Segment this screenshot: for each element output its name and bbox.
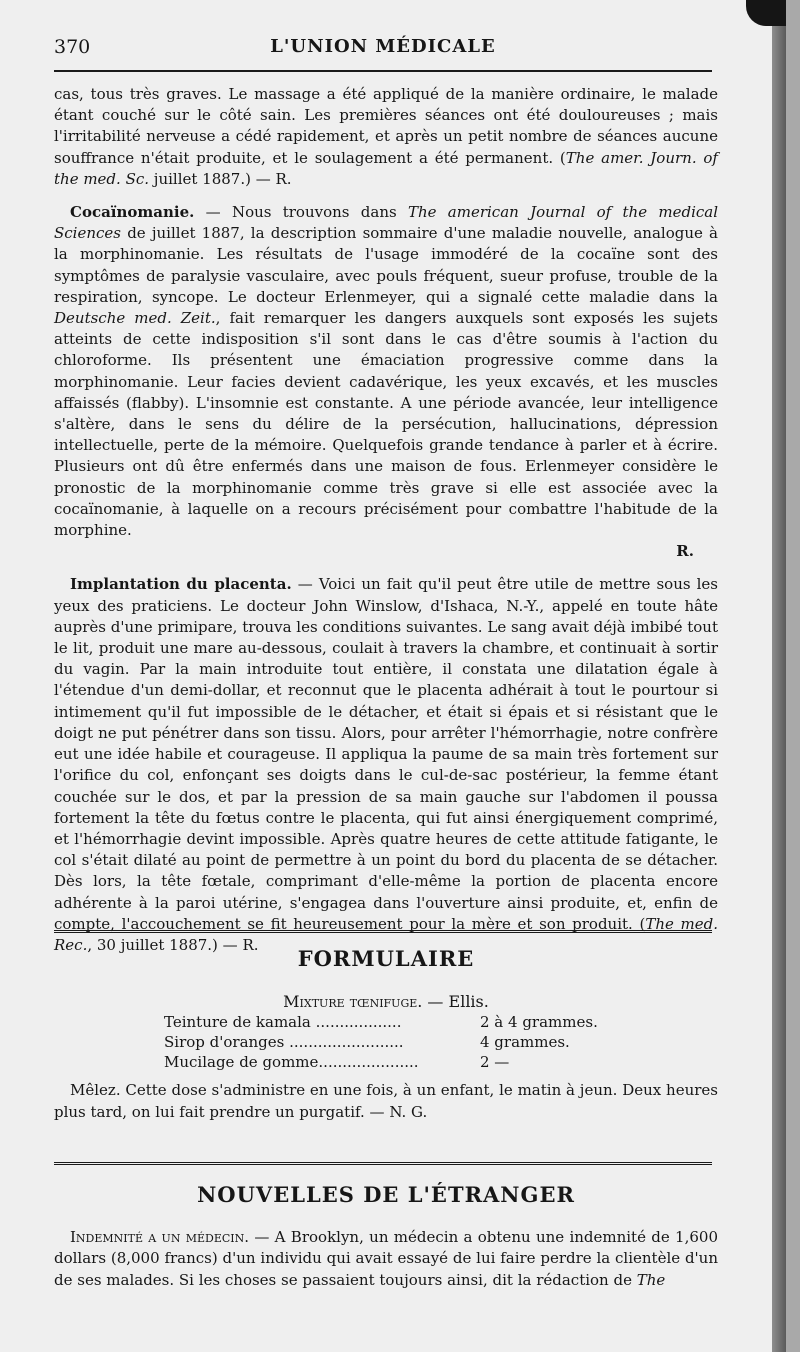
recipe-row: Mucilage de gomme..................... 2 — — [164, 1053, 510, 1072]
section-rule — [54, 930, 712, 933]
signature: R. — [676, 542, 694, 561]
article-heading: Indemnité a un médecin. — [70, 1228, 250, 1247]
journal-title: L'UNION MÉDICALE — [270, 36, 496, 57]
section-rule — [54, 1162, 712, 1165]
article-heading: Implantation du placenta. — [70, 575, 292, 594]
recipe-instructions: Mêlez. Cette dose s'administre en une fois, à un enfant, le matin à jeun. Deux heures plus tard, on lui fait prendre un purgatif. — N. G. — [54, 1081, 718, 1121]
page-edge-shadow — [772, 0, 786, 1352]
recipe-row: Teinture de kamala .................. 2 à 4 grammes. — [164, 1013, 598, 1032]
formulaire-title: FORMULAIRE — [297, 946, 475, 971]
formulaire-section — [54, 948, 718, 1123]
nouvelles-section — [54, 1184, 718, 1291]
article-cocainomanie: Cocaïnomanie. — Nous trouvons dans The american Journal of the medical Sciences de juillet 1887, la description sommaire d'une maladie nouvelle, analogue à la morphinomanie. Les résultats de l'usage immodéré de la cocaïne sont des symptômes de paralysie vasculaire, avec pouls fréquent, sueur profuse, trouble de la respiration, syncope. Le docteur Erlenmeyer, qui a signalé cette maladie dans la Deutsche med. Zeit., fait remarquer les dangers auxquels sont exposés les sujets atteints de cette indisposition s'il sont dans le cas d'être soumis à l'action du chloroforme. Ils présentent une émaciation progressive comme dans la morphinomanie. Leur facies devient cadavérique, les yeux excavés, et les muscles affaissés (flabby). L'insomnie est constante. A une période avancée, leur intelligence s'altère, dans le sens du délire de la persécution, hallucinations, dépression intellectuelle, perte de la mémoire. Quelquefois grande tendance à parler et à écrire. Plusieurs ont dû être enfermés dans une maison de fous. Erlenmeyer considère le pronostic de la morphinomanie comme très grave si elle est associée avec la cocaïnomanie, à laquelle on a recours précisément pour combattre l'habitude de la morphine. R. — [54, 202, 718, 562]
nouvelles-title: NOUVELLES DE L'ÉTRANGER — [197, 1182, 575, 1207]
article-indemnite: Indemnité a un médecin. — A Brooklyn, un médecin a obtenu une indemnité de 1,600 dollars (8,000 francs) d'un individu qui avait essayé de lui faire perdre la clientèle d'un de ses malades. Si les choses se passaient toujours ainsi, dit la rédaction de The — [54, 1228, 718, 1289]
header-rule — [54, 70, 712, 72]
recipe-table — [164, 1012, 620, 1072]
page-number: 370 — [54, 36, 91, 58]
article-placenta: Implantation du placenta. — Voici un fait qu'il peut être utile de mettre sous les yeux des praticiens. Le docteur John Winslow, d'Ishaca, N.-Y., appelé en toute hâte auprès d'une primipare, trouva les conditions suivantes. Le sang avait déjà imbibé tout le lit, produit une mare au-dessous, coulait à travers la chambre, et continuait à sortir du vagin. Par la main introduite tout entière, il constata une dilatation égale à l'étendue d'un demi-dollar, et reconnut que le placenta adhérait à tout le pourtour si intimement qu'il fut impossible de le détacher, et était si épais et si résistant que le doigt ne put pénétrer dans son tissu. Alors, pour arrêter l'hémorrhagie, notre confrère eut une idée habile et courageuse. Il appliqua la paume de sa main très fortement sur l'orifice du col, enfonçant ses doigts dans le cul-de-sac postérieur, la femme étant couchée sur le dos, et par la pression de sa main gauche sur l'abdomen il poussa fortement la tête du fœtus contre le placenta, qui fut ainsi énergiquement comprimé, et l'hémorrhagie devint impossible. Après quatre heures de cette attitude fatigante, le col s'était dilaté au point de permettre à un point du bord du placenta de se détacher. Dès lors, la tête fœtale, comprimant d'elle-même la portion de placenta encore adhérente à la paroi utérine, s'engagea dans l'ouverture ainsi produite, et, enfin de compte, l'accouchement se fit heureusement pour la mère et son produit. (The med. Rec., 30 juillet 1887.) — R. — [54, 575, 719, 954]
page-body — [54, 84, 718, 956]
recipe-row: Sirop d'oranges ........................ 4 grammes. — [164, 1033, 570, 1052]
running-header — [54, 34, 712, 60]
article-massage-end: cas, tous très graves. Le massage a été appliqué de la manière ordinaire, le malade étant couché sur le côté sain. Les premières séances ont été douloureuses ; mais l'irritabilité nerveuse a cédé rapidement, et après un petit nombre de séances aucune souffrance n'était produite, et le soulagement a été permanent. (The amer. Journ. of the med. Sc. juillet 1887.) — R. — [54, 85, 718, 188]
recipe-title: Mixture tœnifuge. — Ellis. — [283, 992, 489, 1012]
page-corner-shadow — [746, 0, 786, 26]
article-heading: Cocaïnomanie. — [70, 203, 195, 222]
